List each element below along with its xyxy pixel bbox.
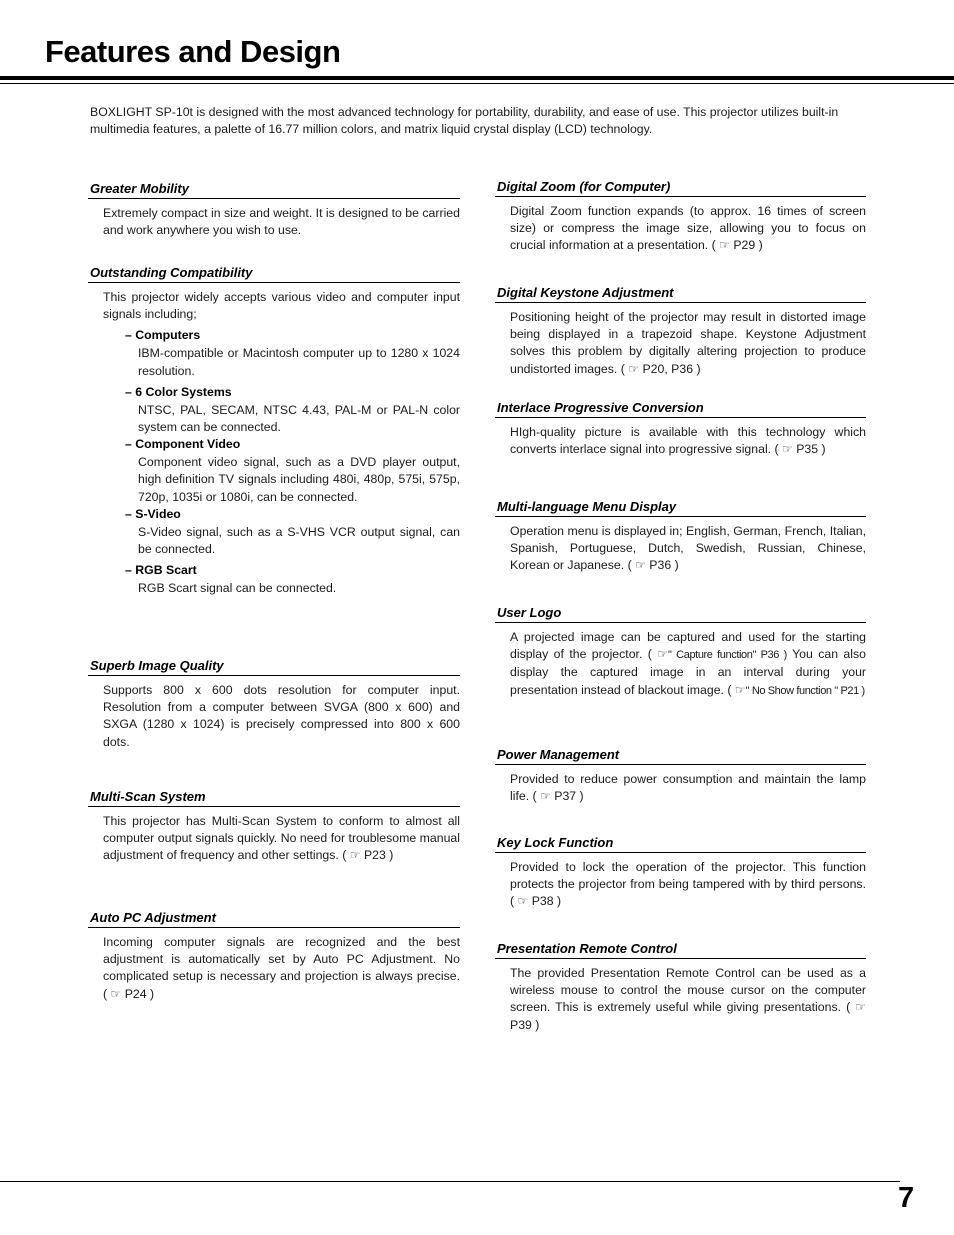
page-number: 7	[898, 1182, 915, 1214]
section-title: Key Lock Function	[495, 834, 866, 853]
section-text: The provided Presentation Remote Control can be used as a wireless mouse to control the mouse cursor on the computer screen. This is extremely useful while giving presentations. ( ☞ P39 )	[510, 966, 866, 1032]
subitem-label: – RGB Scart	[125, 563, 197, 578]
section-title: Presentation Remote Control	[495, 940, 866, 959]
hand-pointer-icon: ☞	[782, 442, 793, 457]
subitem-label: – S-Video	[125, 506, 181, 521]
section-auto-pc-adjustment	[88, 909, 460, 1003]
section-text: HIgh-quality picture is available with this technology which converts interlace signal into progressive signal. ( ☞ P35 )	[510, 424, 866, 458]
section-multi-language-menu	[495, 498, 866, 575]
section-key-lock-function	[495, 834, 866, 911]
hand-pointer-icon: ☞	[628, 361, 640, 376]
section-title: Digital Keystone Adjustment	[495, 284, 866, 303]
section-text: Provided to reduce power consumption and maintain the lamp life. ( ☞ P37 )	[510, 771, 866, 805]
section-power-management	[495, 746, 866, 805]
section-text: Provided to lock the operation of the projector. This function protects the projector from being tampered with by third persons. ( ☞ P38 )	[510, 859, 866, 911]
section-title: Multi-language Menu Display	[495, 498, 866, 517]
title-rule	[0, 76, 954, 80]
hand-pointer-icon: ☞	[110, 986, 122, 1001]
section-title: Greater Mobility	[88, 180, 460, 199]
section-text: This projector widely accepts various video and computer input signals including;	[103, 290, 460, 322]
section-presentation-remote	[495, 940, 866, 1034]
intro-paragraph: BOXLIGHT SP-10t is designed with the most advanced technology for portability, durability, and ease of use. This projector utilizes built-in multimedia features, a palette of 16.77 million colors, and matrix liquid crystal display (LCD) technology.	[90, 105, 839, 136]
subitem-label: – 6 Color Systems	[125, 384, 232, 399]
subitem-label: – Computers	[125, 328, 201, 343]
section-title: Outstanding Compatibility	[88, 264, 460, 283]
section-title: Power Management	[495, 746, 866, 765]
section-title: Digital Zoom (for Computer)	[495, 178, 866, 197]
section-text: Incoming computer signals are recognized and the best adjustment is automatically set by Auto PC Adjustment. No complicated setup is necessary and projection is always precise. ( ☞ P24 )	[103, 934, 460, 1003]
hand-pointer-icon: ☞	[855, 1000, 866, 1015]
section-title: Multi-Scan System	[88, 788, 460, 807]
section-text: Positioning height of the projector may result in distorted image being displayed in a trapezoid shape. Keystone Adjustment solves this problem by digitally altering projection to produce undistorted images. ( ☞ P20, P36 )	[510, 309, 866, 378]
section-multi-scan-system	[88, 788, 460, 865]
title-rule-thin	[0, 83, 954, 84]
page-title: Features and Design	[45, 34, 341, 69]
hand-pointer-icon: ☞	[540, 789, 551, 804]
subitem-text: IBM-compatible or Macintosh computer up to 1280 x 1024 resolution.	[138, 346, 460, 378]
section-title: Auto PC Adjustment	[88, 909, 460, 928]
section-text: Digital Zoom function expands (to approx. 16 times of screen size) or compress the image size, allowing you to focus on crucial information at a presentation. ( ☞ P29 )	[510, 203, 866, 255]
subitem-text: Component video signal, such as a DVD player output, high definition TV signals including 480i, 480p, 575i, 575p, 720p, 1035i or 1080i, can be connected.	[138, 455, 460, 504]
section-text: Extremely compact in size and weight. It is designed to be carried and work anywhere you wish to use.	[103, 206, 460, 238]
section-text: A projected image can be captured and used for the starting display of the projector. ( ☞" Capture function" P36 ) You can also display the captured image in an interval during your presentation instead of blackout image. ( ☞" No Show function " P21 )	[510, 629, 866, 700]
hand-pointer-icon: ☞	[635, 558, 646, 573]
subitem-text: S-Video signal, such as a S-VHS VCR output signal, can be connected.	[138, 524, 460, 557]
section-outstanding-compatibility	[88, 264, 460, 597]
subitem-text: RGB Scart signal can be connected.	[138, 581, 337, 596]
section-title: Interlace Progressive Conversion	[495, 399, 866, 418]
section-text: Supports 800 x 600 dots resolution for computer input. Resolution from a computer between SVGA (800 x 600) and SXGA (1280 x 1024) is precisely compressed into 800 x 600 dots.	[103, 683, 460, 749]
section-title: User Logo	[495, 604, 866, 623]
hand-pointer-icon: ☞	[734, 682, 746, 697]
hand-pointer-icon: ☞	[657, 647, 669, 662]
subitem-text: NTSC, PAL, SECAM, NTSC 4.43, PAL-M or PAL-N color system can be connected.	[138, 402, 460, 435]
section-superb-image-quality	[88, 657, 460, 751]
subitem-label: – Component Video	[125, 437, 241, 452]
section-digital-keystone	[495, 284, 866, 378]
footer-rule	[0, 1181, 900, 1182]
section-user-logo	[495, 604, 866, 700]
hand-pointer-icon: ☞	[349, 848, 361, 863]
hand-pointer-icon: ☞	[517, 894, 529, 909]
section-text: This projector has Multi-Scan System to conform to almost all computer output signals quickly. No need for troublesome manual adjustment of frequency and other settings. ( ☞ P23 )	[103, 813, 460, 865]
section-title: Superb Image Quality	[88, 657, 460, 676]
section-digital-zoom	[495, 178, 866, 255]
section-text: Operation menu is displayed in; English, German, French, Italian, Spanish, Portuguese, Dutch, Swedish, Russian, Chinese, Korean or Japanese. ( ☞ P36 )	[510, 523, 866, 575]
section-greater-mobility	[88, 180, 460, 239]
section-interlace-progressive	[495, 399, 866, 458]
hand-pointer-icon: ☞	[719, 238, 730, 253]
